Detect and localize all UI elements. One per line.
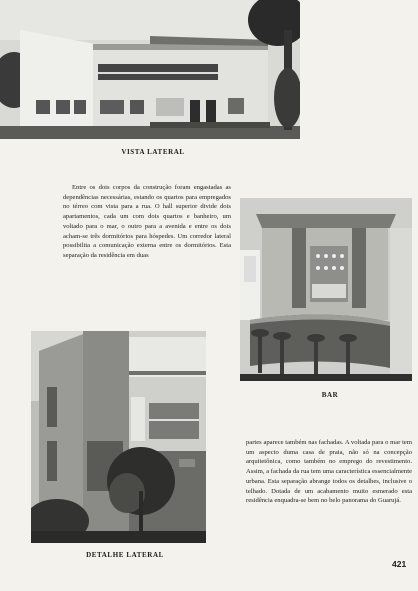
- caption-vista-lateral: VISTA LATERAL: [121, 148, 185, 156]
- photo-vista-lateral: [0, 0, 300, 139]
- text-left-column: Entre os dois corpos da construção foram engastadas as dependências necessárias, estando os quartos para empregados no térreo com vista para a rua. O hall superior divide dois apartamentos, cada um com dois quartos e banheiro, um voltado para o mar, o outro para a avenida e entre os dois acham-se três dormitórios para hóspedes. Um corredor lateral possibilita a comunicação externa entre os dormitórios. Esta separação da residência em duas: [63, 184, 231, 259]
- page-number: 421: [392, 559, 407, 569]
- photo-detalhe-lateral: [31, 331, 206, 543]
- caption-detalhe-lateral: DETALHE LATERAL: [86, 551, 164, 559]
- text-right-column: partes aparece também nas fachadas. A voltada para o mar tem um aspecto duma casa de praia, não só na concepção arquitetônica, como também no emprego do revestimento. Assim, a fachada da rua tem uma característica essencialmente urbana. Esta separação abrange todos os detalhes, inclusive o telhado. Dotada de um acabamento muito esmerado esta residência enquadra-se bem no belo panorama do Guarujá.: [246, 439, 412, 505]
- photo-bar: [240, 198, 412, 381]
- caption-bar: BAR: [321, 391, 339, 399]
